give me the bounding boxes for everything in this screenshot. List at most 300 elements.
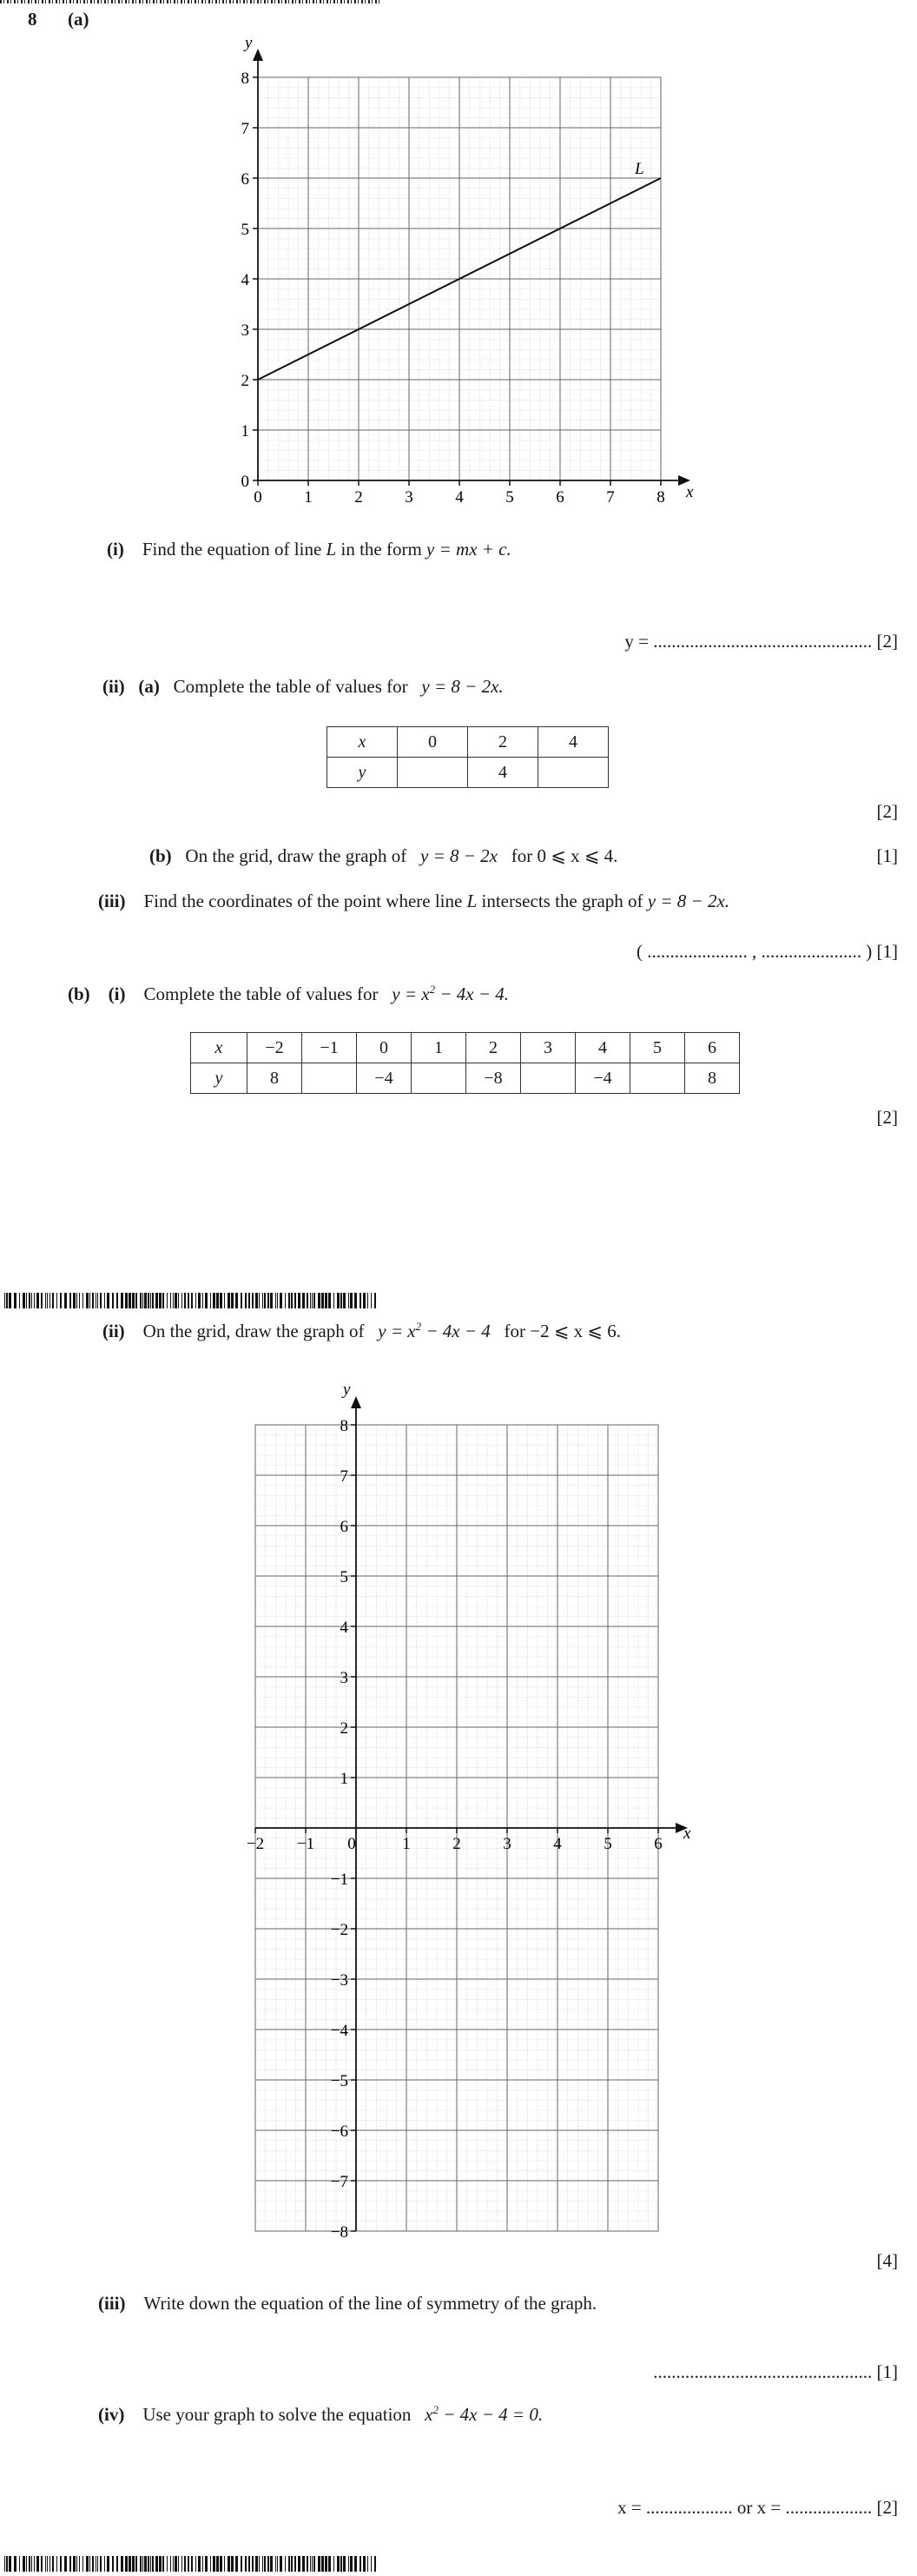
barcode-bar (107, 1293, 109, 1308)
part-b-ii-range: for −2 ⩽ x ⩽ 6. (504, 1321, 622, 1341)
barcode-bar (198, 2556, 201, 2572)
table-cell: 8 (247, 1063, 302, 1094)
barcode-bar (159, 1293, 162, 1308)
graph-part-b (234, 1377, 703, 2246)
table-input-cell[interactable] (302, 1063, 357, 1094)
part-a-iii-label: (iii) (98, 891, 126, 911)
barcode-bar (313, 1293, 315, 1308)
barcode-bar (202, 2556, 203, 2572)
barcode-bar (132, 2556, 135, 2572)
y-tick-label: 0 (241, 473, 249, 491)
barcode-bar (125, 1293, 128, 1308)
barcode-bar (275, 1293, 276, 1308)
barcode-bar (29, 1293, 30, 1308)
part-a-iii-answer-line[interactable]: ( ...................... , ...................... ) [1] (637, 941, 898, 962)
barcode-bar (350, 2556, 353, 2572)
barcode-bar (354, 2556, 357, 2572)
part-a-ii (102, 676, 504, 698)
barcode-bar (318, 2556, 320, 2572)
barcode-bar (310, 2556, 311, 2572)
table-cell: −4 (357, 1063, 412, 1094)
barcode-bar (340, 1293, 342, 1308)
table-cell: 4 (468, 758, 538, 788)
barcode-bar (270, 2556, 273, 2572)
barcode-bar (228, 2556, 230, 2572)
table-cell: −2 (247, 1033, 302, 1063)
barcode-bar (56, 2556, 57, 2572)
part-b-i-formula (392, 983, 509, 1004)
table-cell: y (327, 758, 398, 788)
part-b-ii (102, 1321, 621, 1342)
barcode-bar (135, 1293, 137, 1308)
table-cell: −1 (302, 1033, 357, 1063)
formula-part: − 4x − 4 = 0. (439, 2404, 544, 2425)
barcode-bar (41, 1293, 43, 1308)
barcode-bar (241, 1293, 242, 1308)
barcode-bar (19, 2556, 20, 2572)
barcode-bar (220, 2556, 222, 2572)
barcode-bar (56, 1293, 57, 1308)
formula-exponent: 2 (429, 983, 436, 996)
table-input-cell[interactable] (398, 758, 468, 788)
barcode-bar (350, 1293, 353, 1308)
part-a-ii-b-marks: [1] (876, 845, 898, 866)
part-b-iii-answer-line[interactable]: ................................................ [1] (653, 2361, 898, 2382)
barcode-bar (337, 1293, 340, 1308)
table-cell: 4 (538, 727, 609, 758)
y-tick-label: 8 (340, 1417, 348, 1435)
barcode-bar (188, 2556, 189, 2572)
barcode-bar (34, 1293, 35, 1308)
part-b-ii-text: On the grid, draw the graph of (142, 1321, 365, 1341)
part-a-iii-var: L (466, 891, 478, 911)
y-tick-label: −5 (330, 2072, 348, 2090)
barcode-bar (76, 1293, 77, 1308)
x-tick-label: 6 (654, 1835, 663, 1853)
table-input-cell[interactable] (521, 1063, 576, 1094)
barcode-bar (302, 2556, 305, 2572)
barcode-bar (82, 2556, 83, 2572)
barcode-bar (175, 1293, 177, 1308)
barcode-bar (79, 1293, 80, 1308)
barcode-bar (285, 1293, 286, 1308)
barcode-bar (205, 2556, 208, 2572)
barcode-bar (224, 2556, 225, 2572)
barcode-bar (343, 1293, 346, 1308)
graph-a-y-arrow (253, 49, 263, 61)
y-tick-label: −3 (330, 1971, 348, 1990)
barcode-bar (374, 2556, 376, 2572)
x-tick-label: −1 (296, 1835, 315, 1853)
barcode-bar (150, 1293, 151, 1308)
barcode-bar (155, 1293, 158, 1308)
barcode-bar (144, 1293, 147, 1308)
barcode-bar (121, 1293, 123, 1308)
barcode-bar (363, 2556, 366, 2572)
barcode-bar (348, 1293, 349, 1308)
barcode-bar (19, 1293, 20, 1308)
table-a-ii (327, 726, 609, 788)
table-cell: 3 (521, 1033, 576, 1063)
barcode-bar (210, 2556, 211, 2572)
barcode-bar (112, 2556, 114, 2572)
barcode-bar (181, 2556, 182, 2572)
table-input-cell[interactable] (412, 1063, 466, 1094)
table-cell: 8 (685, 1063, 740, 1094)
part-a-i (107, 539, 511, 560)
part-b-ii-marks: [4] (876, 2250, 898, 2271)
part-a-ii-b (149, 845, 617, 867)
barcode-bar (294, 1293, 296, 1308)
part-b-i-marks: [2] (876, 1107, 898, 1128)
barcode-bar (267, 2556, 269, 2572)
graph-part-a (217, 26, 703, 513)
part-b-label: (b) (68, 983, 90, 1004)
x-tick-label: 6 (556, 488, 564, 507)
barcode-bar (4, 1293, 5, 1308)
barcode-bar (64, 1293, 67, 1308)
x-tick-label: −2 (246, 1835, 265, 1853)
barcode-bar (112, 1293, 114, 1308)
barcode-bar (6, 2556, 8, 2572)
barcode-bar (92, 2556, 94, 2572)
barcode-bar (36, 1293, 39, 1308)
barcode-bar (167, 2556, 168, 2572)
barcode-bar (173, 1293, 174, 1308)
barcode-bar (343, 2556, 346, 2572)
table-cell: 1 (412, 1033, 466, 1063)
table-cell: −8 (466, 1063, 521, 1094)
formula-part: − 4x − 4 (421, 1321, 491, 1341)
table-input-cell[interactable] (538, 758, 609, 788)
barcode-bar (49, 2556, 50, 2572)
barcode-bar (298, 1293, 300, 1308)
barcode-bar (100, 1293, 102, 1308)
y-tick-label: 6 (340, 1518, 348, 1536)
y-tick-label: 2 (241, 372, 249, 390)
barcode-bar (202, 1293, 203, 1308)
x-tick-label: 1 (304, 488, 313, 507)
barcode-bar (140, 2556, 142, 2572)
part-a-ii-b-label: (b) (149, 845, 172, 866)
barcode-bar (6, 1293, 8, 1308)
formula-part: y = x (378, 1321, 416, 1341)
barcode-bar (235, 2556, 238, 2572)
y-tick-label: 8 (241, 70, 249, 88)
barcode-bar (34, 2556, 35, 2572)
graph-b-y-arrow (351, 1396, 361, 1408)
barcode-bar (49, 1293, 50, 1308)
part-a-i-answer-line[interactable]: y = ................................................ [2] (624, 631, 898, 652)
barcode-mid (4, 1293, 378, 1308)
part-a-iii (98, 891, 729, 912)
formula-part: − 4x − 4. (435, 983, 509, 1004)
barcode-bar (31, 2556, 32, 2572)
barcode-bar (178, 1293, 179, 1308)
part-a-iii-text: Find the coordinates of the point where line (143, 891, 463, 911)
x-tick-label: 0 (254, 488, 262, 507)
y-tick-label: −8 (330, 2223, 348, 2242)
part-b-iv-formula (425, 2404, 543, 2425)
y-tick-label: 4 (241, 271, 249, 289)
barcode-bar (255, 1293, 258, 1308)
barcode-bar (162, 1293, 164, 1308)
part-b-iii-text: Write down the equation of the line of symmetry of the graph. (143, 2293, 597, 2314)
barcode-bar (360, 1293, 361, 1308)
barcode-bar (148, 1293, 149, 1308)
barcode-bar (60, 1293, 62, 1308)
barcode-bar (360, 2556, 361, 2572)
barcode-bar (277, 2556, 278, 2572)
barcode-bar (228, 1293, 230, 1308)
part-b-iv-text: Use your graph to solve the equation (142, 2404, 412, 2425)
barcode-bar (328, 1293, 331, 1308)
barcode-bar (307, 1293, 308, 1308)
barcode-bar (198, 1293, 201, 1308)
barcode-bar (14, 2556, 16, 2572)
y-tick-label: −6 (330, 2122, 348, 2141)
barcode-bar (216, 1293, 219, 1308)
barcode-bar (310, 1293, 311, 1308)
barcode-bar (288, 2556, 290, 2572)
part-b-ii-formula (378, 1321, 490, 1341)
y-tick-label: 2 (340, 1719, 348, 1738)
barcode-bar (307, 2556, 308, 2572)
barcode-bar (321, 1293, 324, 1308)
barcode-bar (348, 2556, 349, 2572)
barcode-bar (224, 1293, 225, 1308)
part-a-ii-a-text: Complete the table of values for (173, 676, 408, 697)
barcode-bar (277, 1293, 278, 1308)
x-tick-label: 0 (347, 1835, 356, 1853)
part-b-ii-label: (ii) (102, 1321, 125, 1341)
barcode-bar (302, 1293, 305, 1308)
barcode-bar (36, 2556, 39, 2572)
barcode-bar (170, 1293, 171, 1308)
barcode-bar (23, 2556, 25, 2572)
formula-part: x (425, 2404, 433, 2425)
barcode-bar (248, 2556, 250, 2572)
barcode-bar (235, 1293, 238, 1308)
part-a-i-text: Find the equation of line (142, 539, 322, 560)
table-cell: y (191, 1063, 247, 1094)
barcode-bar (129, 1293, 131, 1308)
y-tick-label: −2 (330, 1921, 348, 1939)
barcode-bar (175, 2556, 177, 2572)
barcode-bar (280, 2556, 282, 2572)
barcode-bar (155, 2556, 158, 2572)
part-a-ii-label: (ii) (102, 676, 125, 697)
barcode-bar (367, 2556, 368, 2572)
barcode-bar (116, 1293, 118, 1308)
table-cell: x (191, 1033, 247, 1063)
barcode-bar (52, 1293, 54, 1308)
barcode-bar (29, 2556, 30, 2572)
x-tick-label: 3 (405, 488, 413, 507)
barcode-bar (167, 1293, 168, 1308)
barcode-bar (374, 1293, 376, 1308)
barcode-bar (245, 2556, 247, 2572)
part-a-i-var: L (326, 539, 337, 560)
x-tick-label: 5 (505, 488, 514, 507)
barcode-bar (252, 2556, 254, 2572)
x-tick-label: 4 (553, 1835, 562, 1853)
part-a-ii-b-range: for 0 ⩽ x ⩽ 4. (511, 845, 618, 866)
barcode-bar (280, 1293, 282, 1308)
table-cell: 0 (357, 1033, 412, 1063)
barcode-bar (52, 2556, 54, 2572)
barcode-bar (325, 2556, 327, 2572)
y-tick-label: −7 (330, 2173, 348, 2191)
barcode-bar (291, 1293, 293, 1308)
part-b-iii (98, 2293, 597, 2314)
barcode-bar (325, 1293, 327, 1308)
barcode-bar (367, 1293, 368, 1308)
part-a-i-formula: y = mx + c. (426, 539, 511, 560)
barcode-bar (92, 1293, 94, 1308)
y-tick-label: 1 (340, 1770, 348, 1788)
y-tick-label: −1 (330, 1871, 348, 1889)
table-a-ii-row-x (327, 727, 609, 758)
x-tick-label: 2 (354, 488, 363, 507)
barcode-bar (162, 2556, 164, 2572)
part-b-iv (98, 2404, 543, 2426)
barcode-bottom (4, 2556, 378, 2572)
part-b-i (68, 983, 509, 1005)
formula-part: y = x (392, 983, 430, 1004)
barcode-bar (31, 1293, 32, 1308)
barcode-bar (132, 1293, 135, 1308)
part-b-i-text: Complete the table of values for (143, 983, 379, 1004)
barcode-bar (195, 1293, 196, 1308)
x-tick-label: 1 (402, 1835, 411, 1853)
graph-a-x-label: x (686, 483, 694, 501)
barcode-bar (47, 1293, 48, 1308)
barcode-bar (26, 2556, 27, 2572)
barcode-bar (140, 1293, 142, 1308)
barcode-bar (213, 2556, 215, 2572)
y-tick-label: −4 (330, 2022, 348, 2040)
barcode-bar (184, 1293, 186, 1308)
barcode-bar (125, 2556, 128, 2572)
barcode-bar (116, 2556, 118, 2572)
barcode-bar (41, 2556, 43, 2572)
table-input-cell[interactable] (630, 1063, 685, 1094)
line-L-label: L (635, 160, 644, 178)
barcode-bar (291, 2556, 293, 2572)
barcode-bar (340, 2556, 342, 2572)
barcode-bar (173, 2556, 174, 2572)
barcode-bar (294, 2556, 296, 2572)
barcode-bar (333, 1293, 334, 1308)
x-tick-label: 3 (503, 1835, 511, 1853)
barcode-bar (152, 2556, 154, 2572)
barcode-bar (86, 2556, 89, 2572)
table-cell: 5 (630, 1033, 685, 1063)
barcode-bar (100, 2556, 102, 2572)
barcode-bar (107, 2556, 109, 2572)
barcode-bar (76, 2556, 77, 2572)
barcode-bar (148, 2556, 149, 2572)
barcode-bar (64, 2556, 67, 2572)
barcode-bar (248, 1293, 250, 1308)
barcode-bar (264, 2556, 266, 2572)
barcode-bar (86, 1293, 89, 1308)
barcode-bar (298, 2556, 300, 2572)
barcode-bar (213, 1293, 215, 1308)
barcode-bar (170, 2556, 171, 2572)
barcode-bar (313, 2556, 315, 2572)
barcode-bar (363, 1293, 366, 1308)
table-cell: 2 (466, 1033, 521, 1063)
barcode-bar (252, 1293, 254, 1308)
barcode-bar (191, 1293, 193, 1308)
question-number: 8 (28, 9, 37, 30)
part-b-i-label: (i) (108, 983, 126, 1004)
part-a-iii-formula: y = 8 − 2x. (647, 891, 730, 911)
part-a-ii-a-marks: [2] (876, 801, 898, 822)
barcode-bar (142, 1293, 143, 1308)
barcode-bar (255, 2556, 258, 2572)
table-cell: 2 (468, 727, 538, 758)
table-b-i (190, 1032, 740, 1094)
graph-b-x-label: x (683, 1824, 691, 1843)
part-a-iii-text2: intersects the graph of (481, 891, 643, 911)
barcode-bar (129, 2556, 131, 2572)
part-a-ii-a-formula: y = 8 − 2x. (421, 676, 504, 697)
part-b-iii-label: (iii) (98, 2293, 126, 2314)
y-tick-label: 6 (241, 170, 249, 189)
barcode-bar (270, 1293, 273, 1308)
barcode-bar (264, 1293, 266, 1308)
barcode-bar (333, 2556, 334, 2572)
x-tick-label: 5 (604, 1835, 612, 1853)
barcode-bar (9, 2556, 11, 2572)
barcode-bar (14, 1293, 16, 1308)
barcode-bar (60, 2556, 62, 2572)
barcode-bar (178, 2556, 179, 2572)
barcode-bar (328, 2556, 331, 2572)
barcode-bar (97, 2556, 98, 2572)
barcode-bar (318, 1293, 320, 1308)
x-tick-label: 4 (455, 488, 464, 507)
graph-a-y-label: y (245, 34, 253, 52)
barcode-bar (89, 1293, 90, 1308)
top-barcode-fragment (0, 0, 382, 4)
part-a-i-label: (i) (107, 539, 124, 560)
barcode-bar (231, 2556, 234, 2572)
barcode-bar (144, 2556, 147, 2572)
barcode-bar (47, 2556, 48, 2572)
barcode-bar (142, 2556, 143, 2572)
barcode-bar (97, 1293, 98, 1308)
barcode-bar (259, 2556, 260, 2572)
barcode-bar (45, 2556, 46, 2572)
table-b-i-row-x (191, 1033, 740, 1063)
table-cell: x (327, 727, 398, 758)
barcode-bar (267, 1293, 269, 1308)
table-a-ii-row-y (327, 758, 609, 788)
barcode-bar (73, 2556, 76, 2572)
y-tick-label: 5 (241, 221, 249, 239)
part-b-iv-answer-line[interactable]: x = ................... or x = ................... [2] (617, 2497, 898, 2518)
barcode-bar (121, 2556, 123, 2572)
barcode-bar (231, 1293, 234, 1308)
table-cell: 0 (398, 727, 468, 758)
barcode-bar (152, 1293, 154, 1308)
barcode-bar (241, 2556, 242, 2572)
part-b-iv-label: (iv) (98, 2404, 125, 2425)
